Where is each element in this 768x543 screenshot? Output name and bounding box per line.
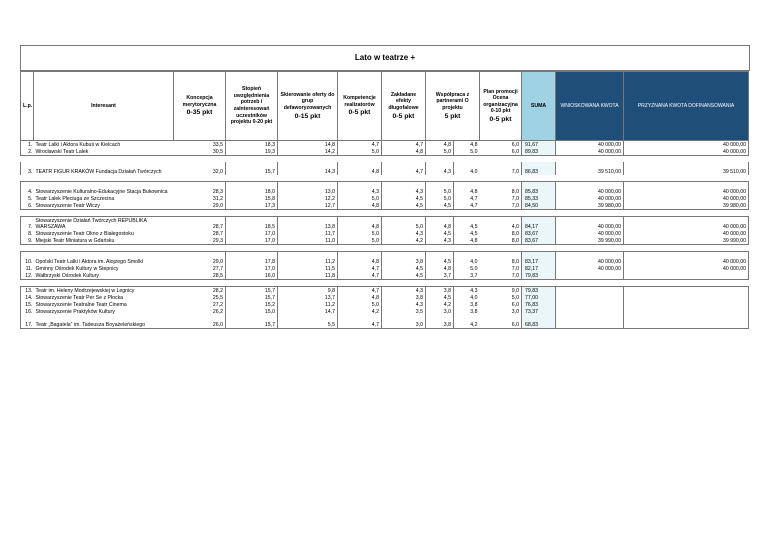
cell-spacer [624, 162, 692, 175]
cell-skierowanie: 12,2 [278, 195, 338, 202]
table-row [21, 195, 749, 202]
cell-przyznana: 39 510,00 [692, 162, 749, 175]
cell-ocena: 8,0 [480, 237, 522, 245]
cell-koncepcja: 30,5 [174, 148, 226, 156]
cell-wnioskowana: 40 000,00 [556, 182, 624, 196]
cell-przyznana [692, 301, 749, 308]
table-row [21, 272, 749, 280]
cell-stopien: 15,0 [226, 308, 278, 315]
cell-wspolpraca: 3,0 [426, 308, 454, 315]
cell-ocena: 7,0 [480, 162, 522, 175]
row-number: 4. [21, 182, 34, 196]
cell-przyznana: 40 000,00 [692, 252, 749, 266]
row-number: 11. [21, 265, 34, 272]
header-wnioskowana: WNIOSKOWANA KWOTA [556, 72, 624, 141]
cell-ocena: 8,0 [480, 230, 522, 237]
header-suma: SUMA [522, 72, 556, 141]
cell-skierowanie: 11,2 [278, 252, 338, 266]
cell-ocena: 8,0 [480, 182, 522, 196]
cell-plan: 4,8 [454, 182, 480, 196]
row-interesant: Wrocławski Teatr Lalek [34, 148, 174, 156]
row-number: 14. [21, 294, 34, 301]
cell-przyznana: 40 000,00 [692, 148, 749, 156]
cell-skierowanie: 11,8 [278, 272, 338, 280]
cell-kompetencje: 4,8 [338, 202, 382, 210]
cell-plan: 3,8 [470, 302, 478, 308]
row-interesant: Stowarzyszenie Praktyków Kultury [35, 308, 115, 315]
row-number: 9. [21, 237, 34, 245]
cell-koncepcja: 28,7 [174, 217, 226, 231]
cell-zakladane: 4,8 [382, 148, 426, 156]
cell-suma: 76,83 [522, 301, 556, 308]
cell-suma: 85,33 [522, 195, 556, 202]
row-number: 3. [21, 162, 34, 175]
cell-ocena: 6,0 [480, 148, 522, 156]
cell-kompetencje: 5,0 [338, 148, 382, 156]
cell-suma: 68,83 [522, 315, 556, 329]
cell-spacer [624, 308, 692, 315]
cell-wnioskowana: 40 000,00 [556, 230, 624, 237]
cell-spacer [624, 148, 692, 156]
table-row [21, 230, 749, 237]
cell-koncepcja: 26,0 [174, 315, 226, 329]
row-interesant: Teatr „Bagatela” im. Tadeusza Boyażeleńskiego [34, 315, 174, 329]
cell-plan: 5,0 [454, 148, 480, 156]
cell-koncepcja: 28,3 [174, 182, 226, 196]
header-koncepcja: Koncepcja merytoryczna 0-35 pkt [174, 72, 226, 141]
cell-suma: 83,67 [522, 237, 556, 245]
cell-skierowanie: 11,7 [278, 230, 338, 237]
cell-ocena: 6,0 [480, 141, 522, 149]
cell-suma: 83,17 [522, 252, 556, 266]
cell-wnioskowana [556, 294, 624, 301]
table-row [21, 202, 749, 210]
row-gap [21, 210, 749, 217]
cell-wnioskowana: 40 000,00 [556, 195, 624, 202]
cell-zakladane: 4,5 [382, 272, 426, 280]
cell-stopien: 15,7 [226, 294, 278, 301]
cell-ocena: 7,0 [480, 195, 522, 202]
cell-suma: 79,83 [522, 287, 556, 295]
row-interesant: Wałbrzyski Ośrodek Kultury [34, 272, 174, 280]
cell-skierowanie: 14,2 [278, 148, 338, 156]
header-przyznana: PRZYZNANA KWOTA DOFINANSOWANIA [624, 72, 749, 141]
cell-wspolpraca: 4,8 [426, 265, 454, 272]
cell-ocena: 7,0 [480, 265, 522, 272]
cell-przyznana [692, 308, 749, 315]
cell-ocena: 7,0 [480, 202, 522, 210]
cell-zakladane: 4,3 [382, 182, 426, 196]
cell-koncepcja: 29,0 [174, 252, 226, 266]
cell-wspolpraca: 3,8 [426, 315, 454, 329]
row-number: 6. [21, 202, 34, 210]
row-number: 7. [21, 217, 34, 231]
cell-zakladane: 4,3 [382, 230, 426, 237]
cell-spacer [624, 237, 692, 245]
cell-plan: 4,7 [454, 202, 480, 210]
cell-plan: 4,0 [470, 295, 478, 301]
cell-zakladane: 3,8 [382, 294, 426, 301]
results-table [20, 71, 749, 329]
cell-zakladane: 4,7 [382, 141, 426, 149]
cell-spacer [624, 217, 692, 231]
table-row [21, 265, 749, 272]
cell-wnioskowana: 39 510,00 [556, 162, 624, 175]
row-interesant: Stowarzyszenie Teatr Okno z Białegostoku [35, 230, 134, 237]
cell-plan: 5,0 [470, 266, 478, 272]
cell-kompetencje: 4,7 [338, 315, 382, 329]
table-row [21, 148, 749, 156]
cell-ocena: 6,0 [480, 315, 522, 329]
cell-wnioskowana: 40 000,00 [556, 148, 624, 156]
row-interesant: Stowarzyszenie Teatr Per Se z Płocka [35, 294, 124, 301]
cell-plan: 4,0 [470, 169, 478, 175]
cell-wnioskowana: 40 000,00 [556, 141, 624, 149]
cell-plan: 4,5 [470, 231, 478, 237]
cell-kompetencje: 5,0 [338, 237, 382, 245]
header-zakladane: Zakładane efekty długofalowe 0-5 pkt [382, 72, 426, 141]
cell-zakladane: 4,2 [382, 237, 426, 245]
cell-spacer [624, 202, 692, 210]
row-interesant: Teatr Lalki i Aktora Kubuś w Kielcach [34, 141, 174, 149]
cell-kompetencje: 4,8 [338, 252, 382, 266]
cell-wspolpraca: 4,3 [426, 162, 454, 175]
cell-wspolpraca: 4,3 [426, 237, 454, 245]
row-interesant: Teatr im. Heleny Modrzejewskiej w Legnicy [34, 287, 174, 295]
cell-spacer [624, 272, 692, 280]
cell-zakladane: 4,5 [382, 265, 426, 272]
cell-zakladane: 3,8 [382, 252, 426, 266]
cell-ocena: 4,0 [480, 217, 522, 231]
cell-kompetencje: 4,8 [338, 217, 382, 231]
cell-stopien: 17,0 [226, 230, 278, 237]
cell-suma: 77,00 [522, 294, 556, 301]
cell-przyznana: 40 000,00 [692, 265, 749, 272]
row-number: 8. [21, 230, 34, 237]
cell-zakladane: 4,3 [382, 287, 426, 295]
cell-stopien: 15,7 [226, 162, 278, 175]
cell-stopien: 15,7 [226, 287, 278, 295]
cell-wnioskowana: 40 000,00 [556, 265, 624, 272]
table-row [21, 217, 749, 231]
cell-koncepcja: 28,7 [174, 230, 226, 237]
cell-kompetencje: 4,7 [338, 287, 382, 295]
cell-kompetencje: 4,2 [338, 308, 382, 315]
cell-spacer [624, 265, 692, 272]
cell-wspolpraca: 5,0 [426, 182, 454, 196]
cell-wspolpraca: 4,5 [426, 294, 454, 301]
cell-skierowanie: 13,8 [278, 217, 338, 231]
cell-stopien: 15,2 [226, 301, 278, 308]
cell-przyznana: 40 000,00 [692, 230, 749, 237]
cell-koncepcja: 27,2 [174, 301, 226, 308]
cell-spacer [624, 294, 692, 301]
table-row [21, 308, 749, 315]
cell-zakladane: 4,5 [382, 202, 426, 210]
row-number: 17. [21, 315, 34, 329]
cell-przyznana: 40 000,00 [692, 182, 749, 196]
cell-plan: 4,0 [454, 252, 480, 266]
cell-suma: 84,50 [522, 202, 556, 210]
cell-suma: 79,83 [522, 272, 556, 280]
cell-suma: 85,83 [522, 182, 556, 196]
row-interesant: Gminny Ośrodek Kultury w Stepnicy [35, 265, 119, 272]
cell-koncepcja: 29,3 [174, 237, 226, 245]
row-number: 2. [21, 148, 34, 156]
cell-wspolpraca: 4,5 [426, 202, 454, 210]
cell-skierowanie: 11,5 [278, 265, 338, 272]
header-stopien: Stopień uwzględnienia potrzeb i zainteresowań uczestników projektu 0-20 pkt [226, 72, 278, 141]
cell-suma: 91,67 [522, 141, 556, 149]
header-skierowanie: Skierowanie oferty do grup defaworyzowanych 0-15 pkt [278, 72, 338, 141]
cell-spacer [624, 195, 692, 202]
cell-kompetencje: 5,0 [338, 301, 382, 308]
cell-zakladane: 3,0 [382, 315, 426, 329]
cell-kompetencje: 4,3 [338, 182, 382, 196]
cell-wspolpraca: 4,5 [426, 230, 454, 237]
cell-skierowanie: 11,2 [278, 301, 338, 308]
cell-wspolpraca: 4,2 [426, 301, 454, 308]
cell-wnioskowana [556, 272, 624, 280]
cell-skierowanie: 13,7 [278, 294, 338, 301]
row-interesant: Stowarzyszenie Działań Twórczych REPUBLIKA WARSZAWA [34, 217, 174, 231]
cell-stopien: 15,8 [226, 195, 278, 202]
cell-suma: 82,17 [522, 265, 556, 272]
cell-stopien: 17,8 [226, 252, 278, 266]
header-lp: L.p. [21, 72, 34, 141]
cell-przyznana [692, 272, 749, 280]
cell-ocena: 6,0 [480, 301, 522, 308]
cell-wnioskowana [556, 308, 624, 315]
cell-stopien: 17,0 [226, 265, 278, 272]
cell-przyznana [692, 294, 749, 301]
row-number: 10. [21, 252, 34, 266]
cell-spacer [624, 182, 692, 196]
cell-wspolpraca: 3,8 [426, 287, 454, 295]
cell-przyznana: 40 000,00 [692, 217, 749, 231]
cell-skierowanie: 12,7 [278, 202, 338, 210]
table-row [21, 315, 749, 329]
cell-koncepcja: 32,0 [174, 162, 226, 175]
cell-wnioskowana: 39 990,00 [556, 237, 624, 245]
cell-kompetencje: 4,7 [338, 272, 382, 280]
cell-spacer [624, 230, 692, 237]
cell-skierowanie: 13,0 [278, 182, 338, 196]
cell-spacer [624, 301, 692, 308]
cell-suma: 73,37 [522, 308, 556, 315]
cell-plan: 3,8 [470, 309, 478, 315]
cell-plan: 3,7 [454, 272, 480, 280]
cell-ocena: 5,0 [480, 294, 522, 301]
cell-przyznana: 40 000,00 [692, 141, 749, 149]
cell-zakladane: 4,7 [382, 162, 426, 175]
cell-wnioskowana: 40 000,00 [556, 252, 624, 266]
cell-stopien: 18,5 [226, 217, 278, 231]
cell-ocena: 9,0 [480, 287, 522, 295]
row-number: 13. [21, 287, 34, 295]
cell-wnioskowana: 40 000,00 [556, 217, 624, 231]
cell-przyznana: 39 990,00 [692, 237, 749, 245]
cell-spacer [624, 287, 692, 295]
table-row [21, 287, 749, 295]
cell-koncepcja: 33,5 [174, 141, 226, 149]
row-interesant: Teatr Lalek Pleciuga ze Szczecina [35, 195, 115, 202]
table-row [21, 252, 749, 266]
header-interesant: Interesant [34, 72, 174, 141]
cell-plan: 4,8 [454, 141, 480, 149]
cell-wspolpraca: 5,0 [426, 148, 454, 156]
table-row [21, 182, 749, 196]
row-number: 15. [21, 301, 34, 308]
cell-zakladane: 4,3 [382, 301, 426, 308]
cell-zakladane: 4,5 [382, 195, 426, 202]
cell-skierowanie: 14,7 [278, 308, 338, 315]
cell-ocena: 3,0 [480, 308, 522, 315]
row-interesant: Stowarzyszenie Kulturalno-Edukacyjne Stacja Bukownica [34, 182, 174, 196]
cell-stopien: 16,0 [226, 272, 278, 280]
header-kompetencje: Kompetencje realizatorów 0-5 pkt [338, 72, 382, 141]
row-interesant: TEATR FIGUR KRAKÓW Fundacja Działań Twórczych [35, 168, 162, 175]
cell-stopien: 17,0 [226, 237, 278, 245]
cell-przyznana: 39 980,00 [692, 202, 749, 210]
cell-skierowanie: 9,8 [278, 287, 338, 295]
cell-suma: 83,67 [522, 230, 556, 237]
cell-wspolpraca: 5,0 [426, 195, 454, 202]
cell-plan: 4,3 [454, 287, 480, 295]
cell-skierowanie: 14,8 [278, 141, 338, 149]
cell-wnioskowana [556, 301, 624, 308]
cell-kompetencje: 4,7 [338, 141, 382, 149]
table-row [21, 237, 749, 245]
row-number: 1. [21, 141, 34, 149]
table-row [21, 301, 749, 308]
cell-skierowanie: 5,5 [278, 315, 338, 329]
cell-plan: 4,7 [470, 196, 478, 202]
cell-wspolpraca: 4,5 [426, 252, 454, 266]
cell-suma: 84,17 [522, 217, 556, 231]
cell-wnioskowana [556, 315, 624, 329]
cell-przyznana: 40 000,00 [692, 195, 749, 202]
cell-stopien: 18,3 [226, 141, 278, 149]
cell-kompetencje: 5,0 [338, 230, 382, 237]
sheet-title: Lato w teatrze + [20, 45, 750, 71]
header-wspolpraca: Współpraca z partnerami O projektu 5 pkt [426, 72, 480, 141]
cell-wspolpraca: 4,8 [426, 141, 454, 149]
cell-stopien: 18,0 [226, 182, 278, 196]
cell-plan: 4,8 [454, 237, 480, 245]
cell-spacer [624, 141, 692, 149]
cell-stopien: 17,3 [226, 202, 278, 210]
row-interesant: Stowarzyszenie Teatr Wiczy [34, 202, 174, 210]
cell-wnioskowana [556, 287, 624, 295]
cell-koncepcja: 28,2 [174, 287, 226, 295]
cell-wspolpraca: 3,7 [426, 272, 454, 280]
cell-koncepcja: 25,5 [174, 294, 226, 301]
cell-wspolpraca: 4,8 [426, 217, 454, 231]
cell-zakladane: 5,0 [382, 217, 426, 231]
cell-suma: 89,83 [522, 148, 556, 156]
cell-zakladane: 3,5 [382, 308, 426, 315]
cell-plan: 4,2 [454, 315, 480, 329]
cell-skierowanie: 11,0 [278, 237, 338, 245]
cell-suma: 86,83 [522, 162, 556, 175]
table-row [21, 162, 749, 175]
row-interesant: Stowarzyszenie Teatralne Teatr Cinema [35, 301, 127, 308]
header-plan-ocena: Plan promocji Ocena organizacyjna 0-10 pkt 0-5 pkt [480, 72, 522, 141]
cell-koncepcja: 26,2 [174, 308, 226, 315]
cell-przyznana [692, 315, 749, 329]
row-number: 5. [21, 195, 34, 202]
cell-wnioskowana: 39 980,00 [556, 202, 624, 210]
table-row [21, 141, 749, 149]
row-gap [21, 280, 749, 287]
cell-skierowanie: 14,3 [278, 162, 338, 175]
cell-ocena: 8,0 [480, 252, 522, 266]
cell-plan: 4,5 [454, 217, 480, 231]
table-row [21, 294, 749, 301]
cell-kompetencje: 4,8 [338, 294, 382, 301]
cell-kompetencje: 4,7 [338, 265, 382, 272]
row-number: 16. [21, 308, 34, 315]
cell-spacer [624, 252, 692, 266]
row-interesant: Opolski Teatr Lalki i Aktora im. Alojzego Smolki [34, 252, 174, 266]
cell-stopien: 15,7 [226, 315, 278, 329]
cell-stopien: 19,3 [226, 148, 278, 156]
cell-spacer [624, 315, 692, 329]
row-gap [21, 245, 749, 252]
cell-przyznana [692, 287, 749, 295]
cell-koncepcja: 29,0 [174, 202, 226, 210]
cell-koncepcja: 28,5 [174, 272, 226, 280]
cell-koncepcja: 27,7 [174, 265, 226, 272]
cell-kompetencje: 5,0 [338, 195, 382, 202]
row-number: 12. [21, 272, 34, 280]
cell-ocena: 7,0 [480, 272, 522, 280]
cell-koncepcja: 31,2 [174, 195, 226, 202]
row-interesant: Miejski Teatr Miniatura w Gdańsku [34, 237, 174, 245]
cell-kompetencje: 4,8 [338, 162, 382, 175]
